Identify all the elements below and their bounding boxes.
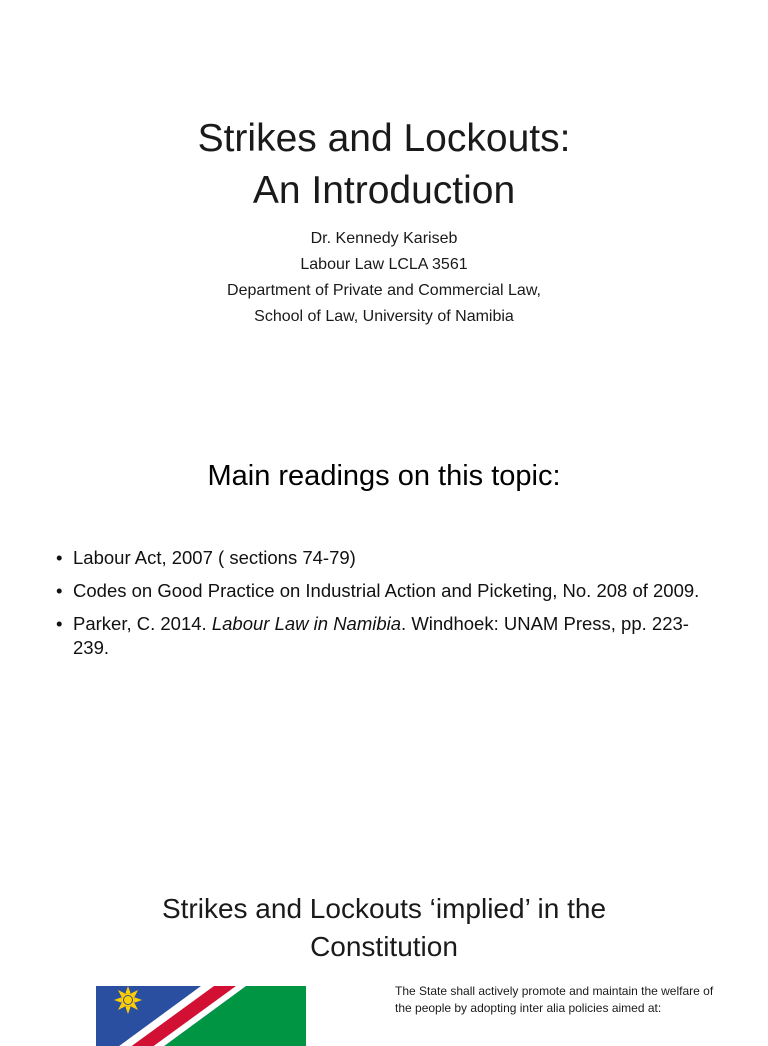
school-name: School of Law, University of Namibia [254,308,514,325]
reading-item [56,546,716,570]
title-line-2: Constitution [310,931,458,962]
course-code: Labour Law LCLA 3561 [300,256,468,273]
reading-text: Codes on Good Practice on Industrial Action and Picketing, No. 208 of 2009. [73,580,700,601]
title-line-1: Strikes and Lockouts: [197,117,571,160]
reading-text-post: . Windhoek: UNAM Press, pp. 223-239. [73,613,689,658]
namibia-flag-icon [96,986,306,1046]
reading-item [56,579,716,603]
reading-item [56,612,716,660]
title-slide [0,0,768,432]
slide-subtitle [0,226,768,330]
title-line-2: An Introduction [252,169,516,212]
readings-list [56,546,716,669]
slide-title [0,113,768,217]
readings-slide [0,432,768,864]
author-name: Dr. Kennedy Kariseb [310,230,458,247]
bullet-icon: • [56,547,63,568]
reading-text: Labour Act, 2007 ( sections 74-79) [73,547,356,568]
bullet-icon: • [56,613,63,634]
book-title: Labour Law in Namibia [211,613,402,634]
flag-graphic [96,986,306,1046]
reading-text-pre: Parker, C. 2014. [73,613,212,634]
constitution-slide [0,864,768,1024]
reading-text [73,613,689,658]
title-line-1: Strikes and Lockouts ‘implied’ in the [161,893,607,924]
constitution-quote: The State shall actively promote and maintain the welfare of the people by adopting inter alia policies aimed at: [395,984,714,1015]
constitution-title [0,890,768,966]
bullet-icon: • [56,580,63,601]
readings-title: Main readings on this topic: [207,460,561,492]
department-name: Department of Private and Commercial Law, [227,282,541,299]
